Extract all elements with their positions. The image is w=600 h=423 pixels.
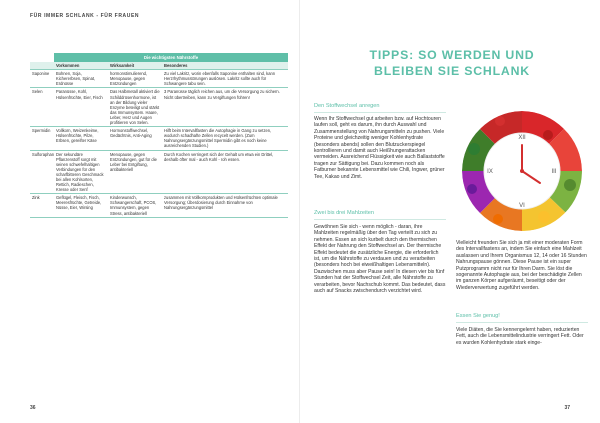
table-cell: Sulforaphan xyxy=(30,150,54,194)
section-divider xyxy=(456,322,588,323)
table-row xyxy=(30,194,288,217)
table-cell: Bohnen, Soja, Kichererbsen, Spinat, Erdnüsse xyxy=(54,70,108,88)
table-row xyxy=(30,150,288,194)
table-row xyxy=(30,127,288,150)
section-title-eat-enough: Essen Sie genug! xyxy=(456,313,500,319)
section-text-metabolism: Wenn Ihr Stoffwechsel gut arbeiten bzw. auf Hochtouren laufen soll, geht es darum, ihn durch Auswahl und Zusammenstellung von Nahrungsmitteln zu pushen. Viele Proteine und gleichzeitig weniger Kohlenhydrate (besonders abends) sollen den Blutzuckerspiegel kontrollieren und damit auch Heißhungerattacken vermeiden. Ausreichend Flüssigkeit wie auch Ballaststoffe tragen zur Sättigung bei. Dazu kommen noch als Fatburner bekannte Lebensmittel wie Chili, Ingwer, grüner Tee, Kakao und Zimt. xyxy=(314,116,445,180)
table-cell: Saponine xyxy=(30,70,54,88)
section-title-metabolism: Den Stoffwechsel anregen xyxy=(314,103,380,109)
table-cell: hormonstimulierend, Menopause, gegen Entzündungen xyxy=(108,70,162,88)
svg-text:III: III xyxy=(551,169,557,175)
section-text-meals: Gewöhnen Sie sich - wenn möglich - daran, ihre Mahlzeiten regelmäßig über den Tag verteilt zu sich zu nehmen. Essen an sich kurbelt durch den thermischen Effekt der Nahrung den Stoffwechsel an. Der thermische Effekt bedeutet die zusätzliche Energie, die erforderlich ist, um die Nährstoffe zu verdauen und zu verarbeiten (besonders hoch bei eiweißhaltigen Lebensmitteln). Dazwischen muss aber Pause sein! In diesen vier bis fünf Stunden hat der Stoffwechsel Zeit, alle Nährstoffe zu verarbeiten, bevor Nachschub kommt. Das bedeutet, dass auch auf Snacks zwischendurch verzichtet wird. xyxy=(314,224,446,295)
page-number-right: 37 xyxy=(564,405,570,411)
section-title-meals: Zwei bis drei Mahlzeiten xyxy=(314,210,375,216)
section-divider xyxy=(314,112,446,113)
table-row xyxy=(30,70,288,88)
table-cell: Hilft beim Intervallfasten die Autophagie in Gang zu setzen, wodurch schadhafte Zellen recycelt werden. (Zum Nahrungsergänzungsmittel Spermidin gibt es noch keine ausreichenden Studien.) xyxy=(162,127,288,150)
table-caption: Die wichtigsten Nährstoffe xyxy=(54,53,288,62)
table-cell: Der sekundäre Pflanzenstoff sorgt mit seinen schwefelhaltigen Verbindungen für den scharfbitteren Geschmack bei allen Kohlsorten, Rettich, Radieschen, Kresse oder Senf xyxy=(54,150,108,194)
heading-line-1: TIPPS: SO WERDEN UND xyxy=(369,48,535,62)
table-cell: Paranüsse, Kohl, Hülsenfrüchte, Eier, Fisch xyxy=(54,88,108,127)
table-header: Wirksamkeit xyxy=(108,62,162,70)
table-cell: Geflügel, Fleisch, Fisch, Meeresfrüchte, Getreide, Nüsse, Eier, Wirsing xyxy=(54,194,108,217)
page-heading xyxy=(352,47,552,79)
table-cell: Vollkorn, Weizenkeime, Hülsenfrüchte, Pilze, Erbsen, gereifter Käse xyxy=(54,127,108,150)
table-header: Besonderes xyxy=(162,62,288,70)
table-cell: Das Halbmetall aktiviert die Schilddrüsenhormone, ist an der Bildung vieler Enzyme beteiligt und stärkt das Immunsystem. Haare, Leber, Herz und Augen profitieren von Selen. xyxy=(108,88,162,127)
clock-plate-food-icon xyxy=(458,105,586,235)
right-page xyxy=(300,0,600,423)
column2-text: Vielleicht freunden Sie sich ja mit einer moderaten Form des Intervallfastens an, indem Sie einfach eine Mahlzeit auslassen und Ihrem Organismus 12, 14 oder 16 Stunden Nahrungspause gönnen. Diese Pause ist ein super Putzprogramm nicht nur für Ihren Darm. Sie löst die sogenannte Autophagie aus, bei der beschädigte Zellen im ganzen Körper aufgeräumt, beseitigt oder der Wiederverwertung zugeführt werden. xyxy=(456,240,587,291)
table-cell: Zink xyxy=(30,194,54,217)
section-text-eat-enough: Viele Diäten, die Sie kennengelernt haben, reduzierten Fett, auch die Lebensmittelindustrie verringert Fett. Oder es wurden Kohlenhydrate stark einge- xyxy=(456,327,584,346)
table-header xyxy=(30,62,54,70)
table-cell: Spermidin xyxy=(30,127,54,150)
table-cell: Durch Kochen verringert sich der Gehalt um etwa ein Drittel, deshalb öfter mal - auch Kohl - roh essen. xyxy=(162,150,288,194)
table-cell: Hormonstoffwechsel, Gedächtnis, Anti-Aging xyxy=(108,127,162,150)
svg-text:XII: XII xyxy=(518,135,526,141)
table-cell: 3 Paranüsse täglich reichen aus, um die Versorgung zu sichern. Nicht übertreiben, kann zu Vergiftungen führen! xyxy=(162,88,288,127)
svg-text:VI: VI xyxy=(519,203,525,209)
table-header: Vorkommen xyxy=(54,62,108,70)
table-cell: Kinderwunsch, Schwangerschaft, PCOS, Immunsystem, gegen Stress, antibakteriell xyxy=(108,194,162,217)
table-header-row xyxy=(30,62,288,70)
table-cell: Selen xyxy=(30,88,54,127)
table-cell: Menopause, gegen Entzündungen, gut für die Leber bei Entgiftung, antibakteriell xyxy=(108,150,162,194)
table-cell: Zu viel Lakritz, worin ebenfalls Saponine enthalten sind, kann Herzrhythmusstörungen auslösen. Lakritz sollte auch für Schwangere tabu sein. xyxy=(162,70,288,88)
section-divider xyxy=(314,219,446,220)
table-row xyxy=(30,88,288,127)
nutrients-table xyxy=(30,53,288,218)
clock-plate-image xyxy=(458,105,586,235)
svg-text:IX: IX xyxy=(487,169,493,175)
table-cell: zusammen mit Vollkornprodukten und Hülsenfrüchten optimale Versorgung; Überdosierung durch Einnahme von Nahrungsergänzungsmittel xyxy=(162,194,288,217)
heading-line-2: BLEIBEN SIE SCHLANK xyxy=(374,64,530,78)
running-head: FÜR IMMER SCHLANK - FÜR FRAUEN xyxy=(30,13,140,19)
page-number-left: 36 xyxy=(30,405,36,411)
